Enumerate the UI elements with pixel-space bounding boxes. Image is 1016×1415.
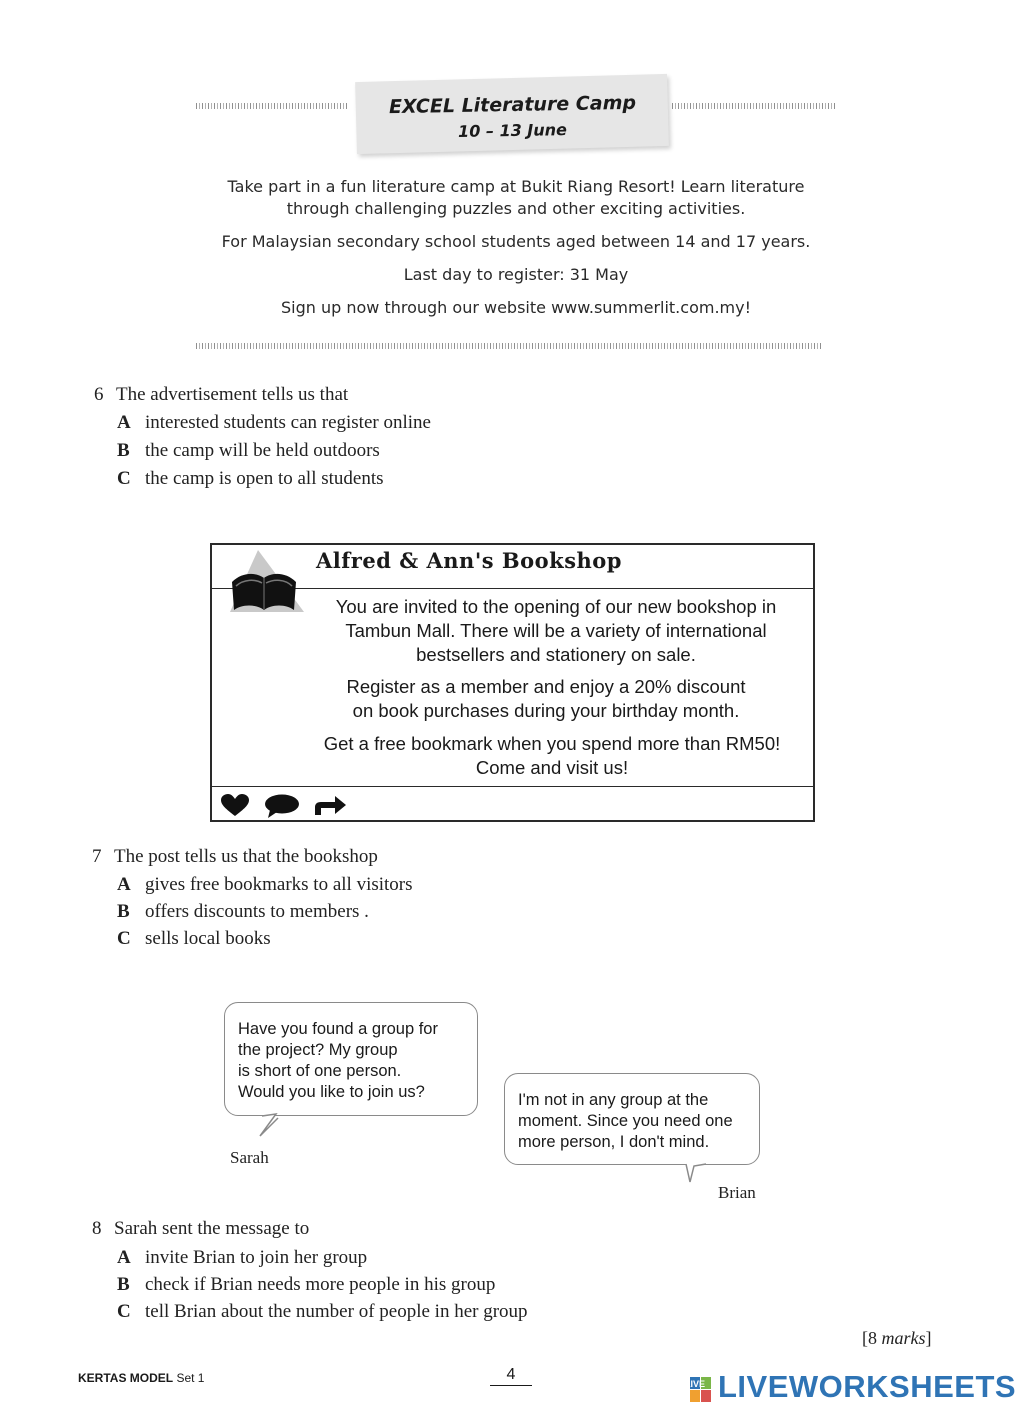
camp-title: EXCEL Literature Camp [388, 91, 637, 119]
liveworksheets-brand[interactable]: LIVEWORKSHEETS [718, 1369, 1016, 1404]
question-number: 7 [92, 846, 102, 867]
post-text-3b: Come and visit us! [475, 757, 629, 778]
post-footer-divider [212, 786, 813, 787]
question-7 [92, 845, 378, 869]
post-text-1b: Tambun Mall. There will be a variety of international [345, 620, 767, 641]
camp-text-line-1: Take part in a fun literature camp at Bukit Riang Resort! Learn literature [227, 177, 805, 196]
sarah-bubble-tail [258, 1112, 288, 1138]
camp-text-line-3: For Malaysian secondary school students aged between 14 and 17 years. [221, 232, 811, 251]
question-number: 8 [92, 1218, 102, 1239]
q7-option-a[interactable]: A gives free bookmarks to all visitors [117, 874, 413, 895]
brian-message-bubble: I'm not in any group at the moment. Since you need one more person, I don't mind. [504, 1073, 760, 1165]
share-arrow-icon[interactable] [313, 795, 347, 817]
decorative-line-right [672, 103, 836, 109]
speaker-sarah: Sarah [230, 1148, 269, 1167]
speaker-brian: Brian [718, 1183, 756, 1202]
footer-series-label: KERTAS MODEL Set 1 [78, 1371, 205, 1385]
open-book-icon [224, 548, 306, 618]
question-8 [92, 1217, 309, 1241]
q6-option-b[interactable]: B the camp will be held outdoors [117, 440, 380, 461]
post-text-2b: on book purchases during your birthday month. [352, 700, 740, 721]
question-6 [94, 383, 348, 407]
camp-dates: 10 – 13 June [457, 120, 568, 141]
post-text-1a: You are invited to the opening of our new bookshop in [335, 596, 777, 617]
question-number: 6 [94, 384, 104, 405]
q8-option-c[interactable]: C tell Brian about the number of people in her group [117, 1301, 528, 1322]
bookshop-name: Alfred & Ann's Bookshop [316, 548, 622, 573]
decorative-line-left [196, 103, 348, 109]
q8-option-b[interactable]: B check if Brian needs more people in his group [117, 1274, 496, 1295]
q8-option-a[interactable]: A invite Brian to join her group [117, 1247, 368, 1268]
post-text-2a: Register as a member and enjoy a 20% discount [346, 676, 746, 697]
decorative-line-bottom [196, 343, 822, 349]
camp-text-line-2: through challenging puzzles and other exciting activities. [286, 199, 746, 218]
liveworksheets-logo-icon [684, 1377, 712, 1403]
brian-bubble-tail [680, 1160, 710, 1186]
question-stem: The advertisement tells us that [116, 384, 349, 405]
camp-text-line-5: Sign up now through our website www.summerlit.com.my! [280, 298, 751, 317]
total-marks: [8 marks] [862, 1328, 932, 1348]
post-text-1c: bestsellers and stationery on sale. [416, 644, 696, 665]
q6-option-c[interactable]: C the camp is open to all students [117, 468, 384, 489]
post-text-3a: Get a free bookmark when you spend more than RM50! [323, 733, 781, 754]
q7-option-b[interactable]: B offers discounts to members . [117, 901, 369, 922]
q6-option-a[interactable]: A interested students can register online [117, 412, 431, 433]
sarah-message-bubble: Have you found a group for the project? My group is short of one person. Would you like to join us? [224, 1002, 478, 1116]
page-number: 4 [490, 1366, 532, 1386]
comment-icon[interactable] [264, 794, 300, 818]
svg-text:LIVE: LIVE [684, 1379, 706, 1389]
question-stem: The post tells us that the bookshop [114, 846, 378, 867]
heart-icon[interactable] [220, 794, 250, 818]
q7-option-c[interactable]: C sells local books [117, 928, 271, 949]
camp-text-line-4: Last day to register: 31 May [403, 265, 629, 284]
question-stem: Sarah sent the message to [114, 1218, 310, 1239]
